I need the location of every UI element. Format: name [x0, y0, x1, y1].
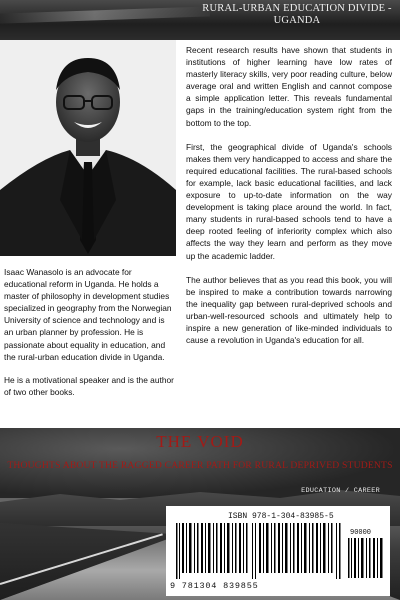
series-title: RURAL-URBAN EDUCATION DIVIDE - UGANDA: [202, 3, 392, 26]
author-bio-paragraph: Isaac Wanasolo is an advocate for educational reform in Uganda. He holds a master of philosophy in development studies specialized in geography from the Norwegian University of science and technology and is an urban planner by profession. He is passionate about equality in education, and the rural-urban education divide in Uganda.: [4, 267, 172, 362]
book-category: EDUCATION / CAREER: [301, 487, 380, 495]
barcode-panel: [166, 506, 390, 596]
isbn-label: ISBN 978-1-304-83985-5: [228, 512, 334, 521]
isbn-barcode-icon: [174, 523, 344, 579]
blurb-paragraph: The author believes that as you read this book, you will be inspired to make a contribution towards narrowing the inequality gap between rural-deprived schools and urban-well-resourced schools and ultimately help to inspire a new generation of like-minded individuals to cause a revolution in Uganda's education for all.: [186, 274, 392, 346]
price-code-label: 90000: [350, 529, 372, 537]
book-title: THE VOID: [156, 432, 244, 451]
price-barcode-icon: [348, 538, 384, 578]
blurb-paragraph: First, the geographical divide of Uganda's schools makes them very handicapped to access and share the required educational facilities. The rural-based schools for example, lack basic educational facilities, and lack exposure to up-to-date information on the way development is taking place around the world. In fact, many students in rural-based schools tend to have a deep rooted feeling of inferiority complex which also affects the way they learn and perform as they move up the academic ladder.: [186, 141, 392, 261]
author-photo: [0, 40, 176, 256]
top-banner: [0, 0, 400, 40]
light-streak-decoration: [0, 6, 210, 23]
blurb-paragraph: Recent research results have shown that students in institutions of higher learning have low rates of masterly literacy skills, very poor reading culture, below average oral and written English and cannot compose a simple application letter. This reveals fundamental gaps in the training/education system right from the bottom to the top.: [186, 45, 392, 128]
barcode-digits: 9 781304 839855: [170, 581, 259, 591]
author-portrait-image: [0, 40, 176, 256]
book-blurb: [186, 44, 392, 358]
book-subtitle: THOUGHTS ABOUT THE RAGGED CAREER PATH FOR RURAL DEPRIVED STUDENTS: [7, 460, 393, 471]
author-bio: [4, 266, 176, 409]
author-bio-paragraph: He is a motivational speaker and is the author of two other books.: [4, 374, 174, 397]
